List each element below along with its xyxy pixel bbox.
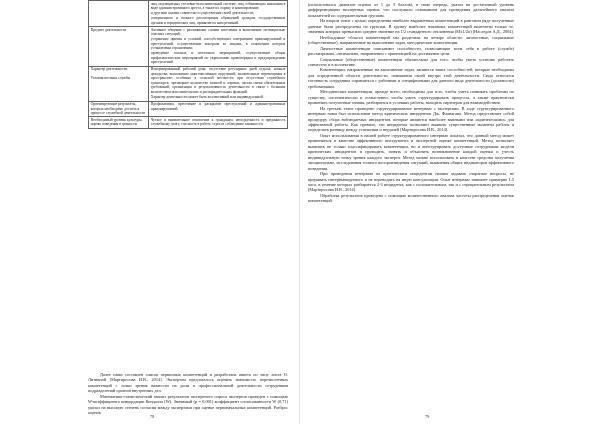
table-header-cell: Необходимый уровень культуры, нормы поведения и ценности: [89, 117, 149, 129]
paragraph: На третьем этапе проведено структурированное интервью с экспертами. В ходе структурированного интервью нами был использован метод критических инцидентов Дж. Фланагана. Метод представляет собой процедуру сбора наблюдаемых инцидентов, которые являются наиболее важными или «критическими» для эффективной работы. Как правило, эти инциденты позволяют выявить существенные моменты работы и определить разницу между успешным и неудачей [Мартиросова И.В., 2014].: [308, 105, 514, 133]
left-body-text: [88, 372, 288, 416]
paragraph: При проведении интервью по критическим инцидентам нашим задавать открытые вопросы, не прерывать интервьюируемого и не переводить на иную консультации. Опыт интервью занимает примерно 1,5 часа, в течение которых разбирается 2-3 инцидента, как с положительным, так и с отрицательным результатом [Мартиросова И.В., 2014].: [308, 171, 514, 193]
paragraph: (использовался диапазон оценок от 1 до 5 баллов), в свою очередь, указал на достаточный уровень дифференциации экспертных оценок, что послужило основанием для проведения дальнейшего анализа показателей по содержательным группам.: [308, 2, 514, 18]
table-content-text: Профилактика, пресечение и раскрытие преступлений и административных правонарушений.: [150, 102, 286, 111]
table-content-cell: [149, 117, 288, 129]
table-header-cell: [89, 1, 149, 27]
page-number: 79: [425, 414, 430, 419]
paragraph: Методические компетенции, прежде всего, необходимы для того, чтобы уметь понимать проблемы по существу, систематически и осмысленно, чтобы уметь структурировать процессы, а также практически применять полученные знания, разбираться в условиях работы, находить партнеров для взаимодействия.: [308, 89, 514, 106]
table-content-text: проведение гласных и негласных мероприятий, осуществление общих профилактических мероприятий по укреплению правопорядка и предупреждению преступлений.: [150, 51, 286, 65]
table-content-cell: [149, 101, 288, 117]
competency-table: [88, 0, 288, 129]
paragraph: Математико-статистический анализ результатов экспертного опроса экспертов проведен с помощью W-коэффициента конкордации Кендалла (W). Значимый (р = 0,001) коэффициент согласованности W (0,71) указал на высокую степень согласия между экспертами при оценке первоначальных компетенций. Разброс оценок: [88, 393, 288, 416]
paragraph: Социальные (общественные) компетенции обязательны для того, чтобы уметь успешно работать совместно и в коллективе.: [308, 56, 514, 67]
paragraph: Обработка результатов проведена с помощью количественного анализа частоты распределения оценок компетенций.: [308, 192, 514, 204]
table-row: [89, 66, 288, 101]
table-content-cell: [149, 66, 288, 101]
right-body-text: [308, 2, 514, 204]
table-row: [89, 1, 288, 27]
table-row: [89, 117, 288, 129]
table-content-text: устранение причин и условий, способствующих совершению правонарушений и преступлений, осуществление контроля за лицами, в отношении которых установлены ограничения;: [150, 37, 286, 51]
table-content-text: и другими силами совместно осуществление своей деятельности;: [150, 11, 255, 16]
table-content-text: Характер деятельности может быть коллективной или индивидуальной.: [150, 94, 264, 99]
table-content-text: Активное общение с различными слоями населения и выполнение потенциально опасных ситуаций;: [150, 27, 286, 37]
paragraph: Необходимые области компетенций мы разделили на четыре области: личностные, социальные (общественные), направленные на выполнение задач, методические компетенции.: [308, 34, 514, 46]
table-header-cell: Характер деятельности. Условия несения службы: [89, 66, 149, 101]
page-number: 78: [150, 414, 155, 419]
right-page: [300, 0, 600, 424]
paragraph: На втором этапе с целью определения наиболее выраженных компетенций в ранговом ряде полученные данные были распределены по группам. В группу наиболее значимых компетенций включены только те, значения которых превысили среднее значение на 1/2 стандартного отклонения (M±1/2σ) [Наследов А.Д., 2004].: [308, 18, 514, 35]
table-content-text: совершенного и полного рассмотрения обращений граждан, государственных органов и юридических лиц, принятие по ним решений.: [150, 16, 286, 25]
table-content-text: лиц, подзащитных уголовно-исполнительной системе, лиц, отбывающих наказания в виде административного ареста, а также их охрану и конвоирование;: [150, 1, 286, 11]
table-content-cell: [149, 27, 288, 67]
paragraph: Личностные компетенции описывают способности, позволяющие всем себя в работе (службе) рассматривать, оптимально, направленно с ориентацией на достижение цели.: [308, 45, 514, 57]
table-header-cell: Ориентирующие результаты, которых необходимо достичь в процессе служебной деятельности: [89, 101, 149, 117]
table-row: [89, 27, 288, 67]
table-header-cell: Предмет деятельности: [89, 27, 149, 67]
table-row: [89, 101, 288, 117]
paragraph: Компетенции, направленные на выполнение задач, являются таких способностей, которые необходимы для определенной области деятельности, понимания своей внутри этой деятельности. Сюда относятся готовность сотрудника справляться с рабочими и специфичными для данного вида деятельности (должности) требованиями.: [308, 67, 514, 89]
table-content-text: Ненормированный рабочий день; отсутствие регулярных дней отдыха; ночные дежурства; выполнение многочисленных поручений; значительные перемещения в пространстве; особенно в сельской местности при отсутствии служебного транспорта; чрезмерное количество записей и справок, частая смена обязательных требований; организация и результативность деятельности в связи с большим количеством исполнительских и распорядительных функций.: [150, 67, 286, 94]
paragraph: Далее нами составлен список первичных компетенций и разработана анкета по типу листа О. Литвиной [Мартиросова И.В., 2014]. Экспертам предлагалось оценить значимость перечисленных компетенций с точки зрения важности их роли в профессиональной деятельности сотрудников подразделений органов внутренних дел.: [88, 372, 288, 394]
table-content-text: Чуткое и внимательное отношение к гражданам, неподкупность и преданность служебному долгу, гласность в работе, строгое соблюдение законности.: [150, 117, 286, 127]
paragraph: Опыт использования в нашей работе структурированного интервью показал, что данный метод может применяться в качестве эффективного инструмента в экспертной оценке компетенций. Метод позволяет выявлять не только классифицировать компетенции, но и конструировать доступные сотрудникам модели критических инцидентов и проводить, понять и объяснить возникновение каждой оценки и учесть индивидуальную точку зрения каждого эксперта. Метод можно использовать в качестве средства получения эмоционально, исследования точного воспроизведения ситуаций, выявления общих индикаторов эффективного поведения.: [308, 132, 514, 171]
table-content-cell: [149, 1, 288, 27]
